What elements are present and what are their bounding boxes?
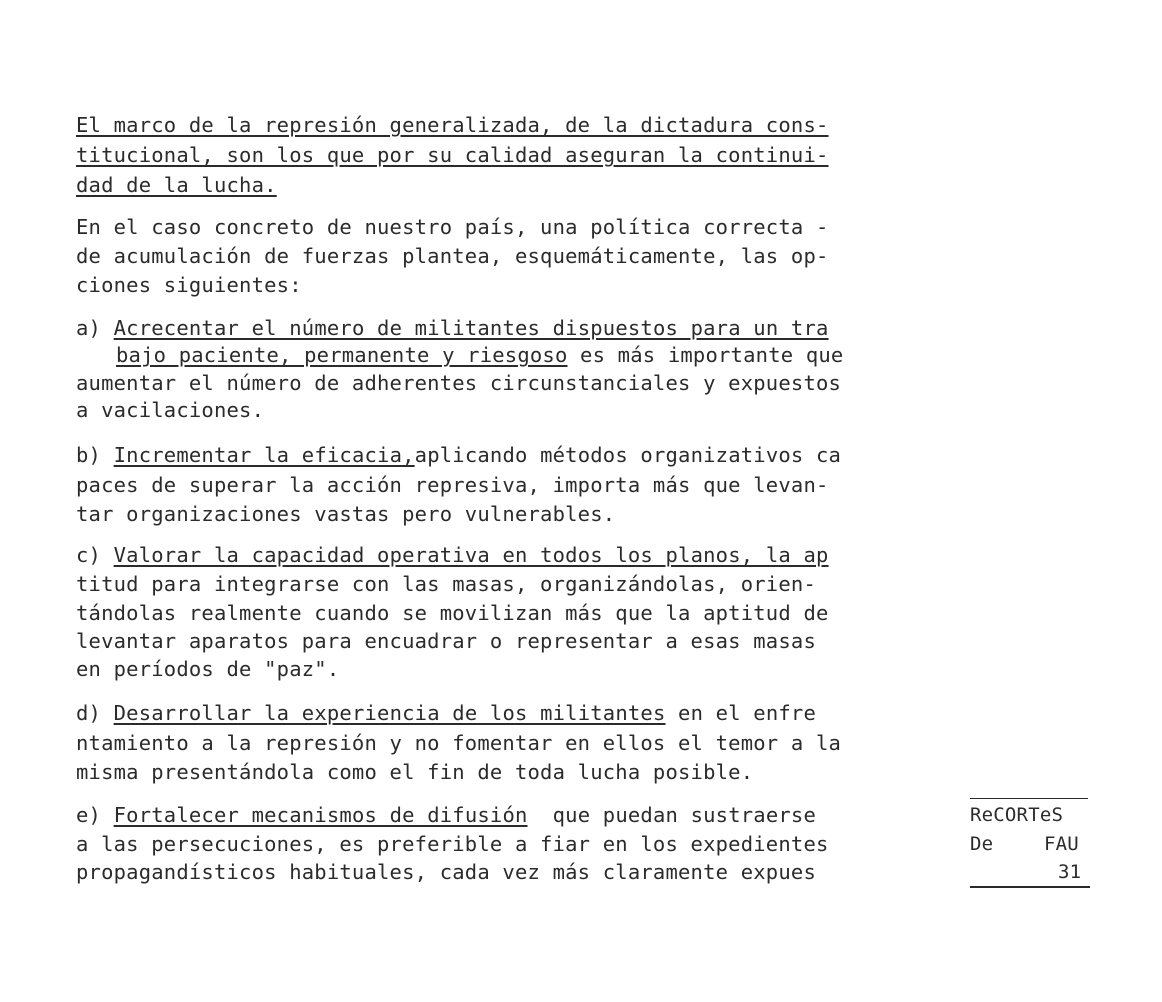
option-d-line-2: ntamiento a la represión y no fomentar en ellos el temor a la: [76, 731, 842, 755]
option-a-line-2: [116, 342, 843, 368]
option-d-line-3: misma presentándola como el fin de toda lucha posible.: [76, 760, 754, 784]
para-line-3: ciones siguientes:: [76, 273, 302, 297]
option-a-marker: a): [76, 316, 102, 340]
option-d-heading: Desarrollar la experiencia de los militantes: [113, 701, 666, 725]
page-number: 31: [1058, 861, 1082, 883]
option-a-heading-cont: bajo paciente, permanente y riesgoso: [116, 343, 568, 367]
option-e-heading: Fortalecer mecanismos de difusión: [113, 803, 528, 827]
option-e-marker: e): [76, 803, 102, 827]
option-e-line-2: a las persecuciones, es preferible a fiar en los expedientes: [76, 832, 829, 856]
option-c-line-5: en períodos de "paz".: [76, 657, 340, 681]
option-d-line-1: [76, 700, 816, 726]
stamp-top-rule: [970, 798, 1088, 799]
option-b-line-3: tar organizaciones vastas pero vulnerables.: [76, 502, 616, 526]
option-a-line-2-rest: es más importante que: [567, 343, 844, 367]
para-line-1: En el caso concreto de nuestro país, una política correcta -: [76, 215, 829, 239]
option-e-line-3: propagandísticos habituales, cada vez más claramente expues: [76, 860, 816, 884]
option-d-marker: d): [76, 701, 102, 725]
intro-line-1: El marco de la represión generalizada, de la dictadura cons-: [76, 113, 829, 137]
option-b-heading: Incrementar la eficacia,: [113, 443, 415, 467]
option-b-line-2: paces de superar la acción represiva, importa más que levan-: [76, 473, 829, 497]
intro-line-3-text: dad de la lucha.: [76, 173, 277, 197]
stamp-title: ReCORTeS: [970, 804, 1064, 826]
stamp-de: De: [970, 833, 994, 855]
option-a-line-1: [76, 315, 829, 341]
option-e-line-1-rest: que puedan sustraerse: [527, 803, 816, 827]
option-a-line-4: a vacilaciones.: [76, 398, 265, 422]
intro-line-2: titucional, son los que por su calidad aseguran la continui-: [76, 143, 829, 167]
option-c-line-2: titud para integrarse con las masas, organizándolas, orien-: [76, 572, 816, 596]
option-a-line-3: aumentar el número de adherentes circunstanciales y expuestos: [76, 371, 842, 395]
option-b-marker: b): [76, 443, 102, 467]
option-b-line-1: [76, 442, 841, 468]
option-b-line-1-rest: aplicando métodos organizativos ca: [414, 443, 842, 467]
option-c-line-4: levantar aparatos para encuadrar o representar a esas masas: [76, 629, 816, 653]
option-e-line-1: [76, 802, 816, 828]
option-c-line-3: tándolas realmente cuando se movilizan más que la aptitud de: [76, 601, 829, 625]
stamp-bottom-rule: [970, 886, 1090, 888]
option-c-marker: c): [76, 543, 102, 567]
option-d-line-1-rest: en el enfre: [665, 701, 817, 725]
option-c-line-1: [76, 542, 829, 568]
option-c-heading: Valorar la capacidad operativa en todos los planos, la ap: [113, 543, 829, 567]
para-line-2: de acumulación de fuerzas plantea, esquemáticamente, las op-: [76, 244, 829, 268]
option-a-heading: Acrecentar el número de militantes dispuestos para un tra: [113, 316, 829, 340]
stamp-fau: FAU: [1044, 833, 1079, 855]
intro-line-3: [76, 172, 277, 198]
